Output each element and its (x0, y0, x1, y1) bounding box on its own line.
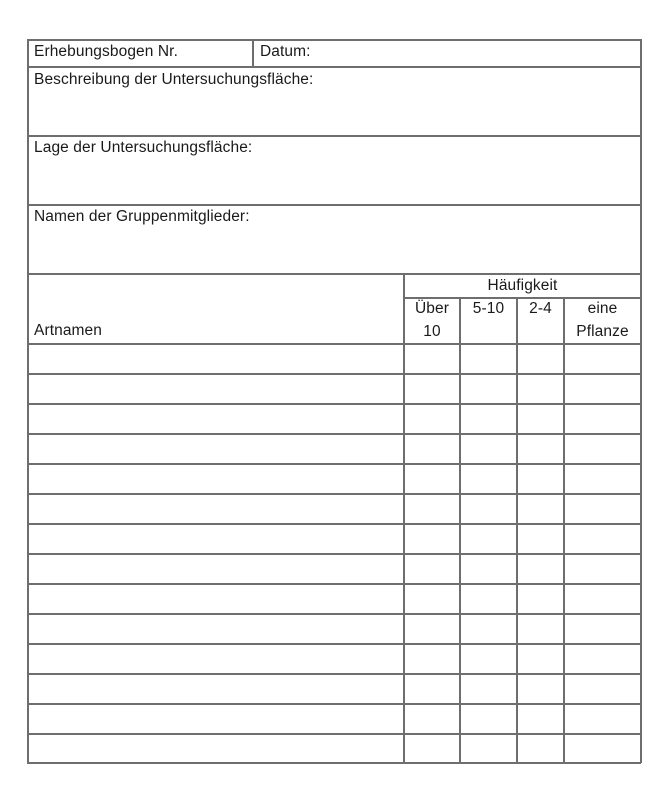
survey-number-label: Erhebungsbogen Nr. (34, 43, 178, 60)
table-row (27, 643, 641, 673)
freq-col-2-4: 2-4 (529, 300, 552, 317)
one-plant-cell[interactable] (565, 527, 639, 551)
survey-number-field[interactable] (187, 41, 249, 65)
one-plant-cell[interactable] (565, 407, 639, 431)
one-plant-cell[interactable] (565, 647, 639, 671)
over-10-cell[interactable] (405, 407, 458, 431)
date-field[interactable] (322, 41, 637, 65)
one-plant-cell[interactable] (565, 467, 639, 491)
freq-5-10-cell[interactable] (461, 527, 515, 551)
description-field[interactable] (30, 93, 638, 134)
species-cell[interactable] (29, 467, 402, 491)
table-row (27, 493, 641, 523)
over-10-cell[interactable] (405, 677, 458, 701)
one-plant-cell[interactable] (565, 377, 639, 401)
location-field[interactable] (30, 161, 638, 203)
species-cell[interactable] (29, 437, 402, 461)
one-plant-cell[interactable] (565, 557, 639, 581)
freq-5-10-cell[interactable] (461, 497, 515, 521)
table-row (27, 673, 641, 703)
over-10-cell[interactable] (405, 647, 458, 671)
over-10-cell[interactable] (405, 467, 458, 491)
table-row (27, 373, 641, 403)
over-10-cell[interactable] (405, 707, 458, 731)
freq-5-10-cell[interactable] (461, 737, 515, 761)
over-10-cell[interactable] (405, 617, 458, 641)
freq-2-4-cell[interactable] (518, 677, 562, 701)
over-10-cell[interactable] (405, 737, 458, 761)
species-cell[interactable] (29, 617, 402, 641)
description-label: Beschreibung der Untersuchungsfläche: (34, 71, 314, 88)
table-row (27, 733, 641, 763)
over-10-cell[interactable] (405, 497, 458, 521)
species-cell[interactable] (29, 587, 402, 611)
header-divider (252, 39, 254, 66)
group-members-field[interactable] (30, 230, 638, 272)
over-10-cell[interactable] (405, 587, 458, 611)
freq-5-10-cell[interactable] (461, 437, 515, 461)
one-plant-cell[interactable] (565, 737, 639, 761)
one-plant-cell[interactable] (565, 677, 639, 701)
table-row (27, 613, 641, 643)
table-row (27, 553, 641, 583)
freq-5-10-cell[interactable] (461, 707, 515, 731)
one-plant-cell[interactable] (565, 347, 639, 371)
table-row (27, 403, 641, 433)
freq-5-10-cell[interactable] (461, 557, 515, 581)
freq-2-4-cell[interactable] (518, 497, 562, 521)
species-cell[interactable] (29, 647, 402, 671)
freq-col-over-10-line2: 10 (423, 323, 441, 340)
freq-2-4-cell[interactable] (518, 557, 562, 581)
over-10-cell[interactable] (405, 437, 458, 461)
freq-2-4-cell[interactable] (518, 647, 562, 671)
freq-2-4-cell[interactable] (518, 347, 562, 371)
freq-2-4-cell[interactable] (518, 437, 562, 461)
freq-2-4-cell[interactable] (518, 707, 562, 731)
freq-2-4-cell[interactable] (518, 737, 562, 761)
one-plant-cell[interactable] (565, 587, 639, 611)
species-cell[interactable] (29, 677, 402, 701)
freq-5-10-cell[interactable] (461, 617, 515, 641)
freq-2-4-cell[interactable] (518, 587, 562, 611)
date-label: Datum: (260, 43, 311, 60)
one-plant-cell[interactable] (565, 497, 639, 521)
species-cell[interactable] (29, 557, 402, 581)
survey-form (27, 39, 641, 763)
species-cell[interactable] (29, 707, 402, 731)
freq-5-10-cell[interactable] (461, 647, 515, 671)
freq-2-4-cell[interactable] (518, 617, 562, 641)
freq-5-10-cell[interactable] (461, 587, 515, 611)
table-row (27, 583, 641, 613)
freq-5-10-cell[interactable] (461, 467, 515, 491)
species-cell[interactable] (29, 407, 402, 431)
freq-2-4-cell[interactable] (518, 407, 562, 431)
one-plant-cell[interactable] (565, 437, 639, 461)
freq-5-10-cell[interactable] (461, 377, 515, 401)
group-members-label: Namen der Gruppenmitglieder: (34, 208, 250, 225)
species-cell[interactable] (29, 377, 402, 401)
species-cell[interactable] (29, 527, 402, 551)
divider-after-header (27, 66, 641, 68)
freq-5-10-cell[interactable] (461, 347, 515, 371)
table-row (27, 433, 641, 463)
table-row (27, 463, 641, 493)
freq-5-10-cell[interactable] (461, 407, 515, 431)
one-plant-cell[interactable] (565, 707, 639, 731)
one-plant-cell[interactable] (565, 617, 639, 641)
freq-2-4-cell[interactable] (518, 527, 562, 551)
freq-5-10-cell[interactable] (461, 677, 515, 701)
freq-col-one-plant-line2: Pflanze (576, 323, 629, 340)
over-10-cell[interactable] (405, 377, 458, 401)
species-cell[interactable] (29, 737, 402, 761)
table-row (27, 703, 641, 733)
freq-col-one-plant-line1: eine (587, 300, 618, 317)
species-cell[interactable] (29, 347, 402, 371)
species-cell[interactable] (29, 497, 402, 521)
freq-2-4-cell[interactable] (518, 467, 562, 491)
freq-col-over-10-line1: Über (415, 300, 449, 317)
over-10-cell[interactable] (405, 347, 458, 371)
over-10-cell[interactable] (405, 557, 458, 581)
frequency-header: Häufigkeit (487, 277, 558, 294)
table-row (27, 523, 641, 553)
species-header: Artnamen (34, 322, 102, 339)
location-label: Lage der Untersuchungsfläche: (34, 139, 253, 156)
over-10-cell[interactable] (405, 527, 458, 551)
table-row (27, 343, 641, 373)
freq-col-5-10: 5-10 (472, 300, 505, 317)
freq-2-4-cell[interactable] (518, 377, 562, 401)
